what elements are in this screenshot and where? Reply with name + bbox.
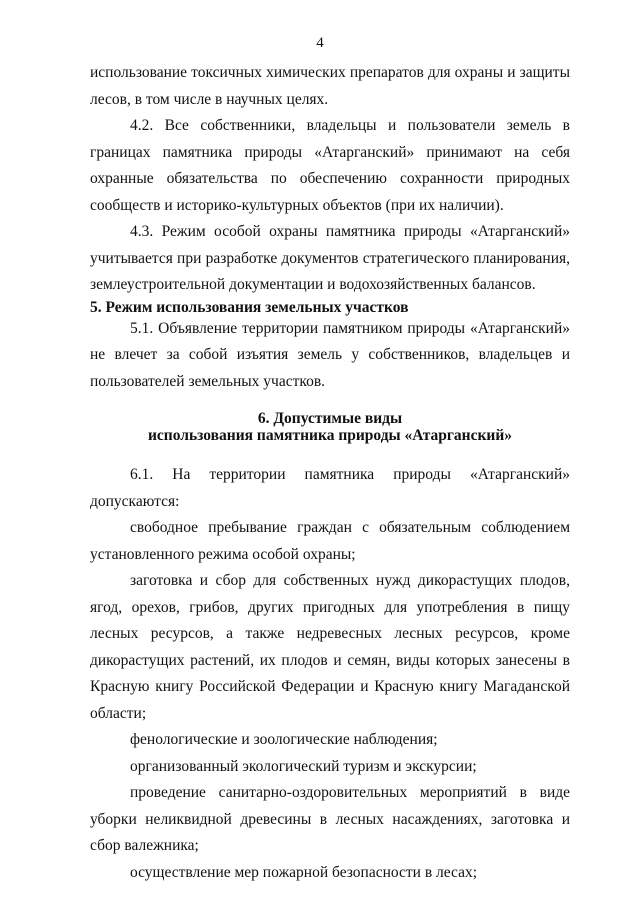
- paragraph-4-3: 4.3. Режим особой охраны памятника природы «Атарганский» учитывается при разработке документов стратегического планирования, землеустроительной документации и водохозяйственных балансов.: [90, 223, 570, 293]
- list-item-fire-safety: осуществление мер пожарной безопасности в лесах;: [130, 863, 478, 881]
- paragraph-6-1: 6.1. На территории памятника природы «Атарганский» допускаются:: [90, 466, 570, 510]
- paragraph-4-2: 4.2. Все собственники, владельцы и пользователи земель в границах памятника природы «Атарганский» принимают на себя охранные обязательства по обеспечению сохранности природных сообществ и историко-культурных объектов (при их наличии).: [90, 117, 570, 214]
- list-item-harvesting: заготовка и сбор для собственных нужд дикорастущих плодов, ягод, орехов, грибов, других пригодных для употребления в пищу лесных ресурсов, а также недревесных лесных ресурсов, кроме дикорастущих растений, их плодов и семян, виды которых занесены в Красную книгу Российской Федерации и Красную книгу Магаданской области;: [90, 572, 570, 722]
- list-item-observations: фенологические и зоологические наблюдения;: [130, 731, 438, 748]
- section-6-heading-line-2: использования памятника природы «Атарганский»: [147, 427, 513, 444]
- list-item-sanitary: проведение санитарно-оздоровительных мероприятий в виде уборки неликвидной древесины в лесных насаждениях, заготовка и сбор валежника;: [90, 784, 570, 854]
- list-item-free-stay: свободное пребывание граждан с обязательным соблюдением установленного режима особой охраны;: [90, 519, 570, 563]
- section-6-heading-line-1: 6. Допустимые виды: [257, 410, 403, 427]
- section-5-heading: 5. Режим использования земельных участков: [90, 298, 409, 316]
- paragraph-continuation: использование токсичных химических препаратов для охраны и защиты лесов, в том числе в научных целях.: [90, 64, 570, 108]
- document-body: [90, 60, 570, 886]
- paragraph-5-1: 5.1. Объявление территории памятником природы «Атарганский» не влечет за собой изъятия земель у собственников, владельцев и пользователей земельных участков.: [90, 319, 570, 390]
- page-number: 4: [316, 35, 324, 51]
- section-6-heading: [90, 410, 570, 444]
- list-item-tourism: организованный экологический туризм и экскурсии;: [130, 757, 477, 775]
